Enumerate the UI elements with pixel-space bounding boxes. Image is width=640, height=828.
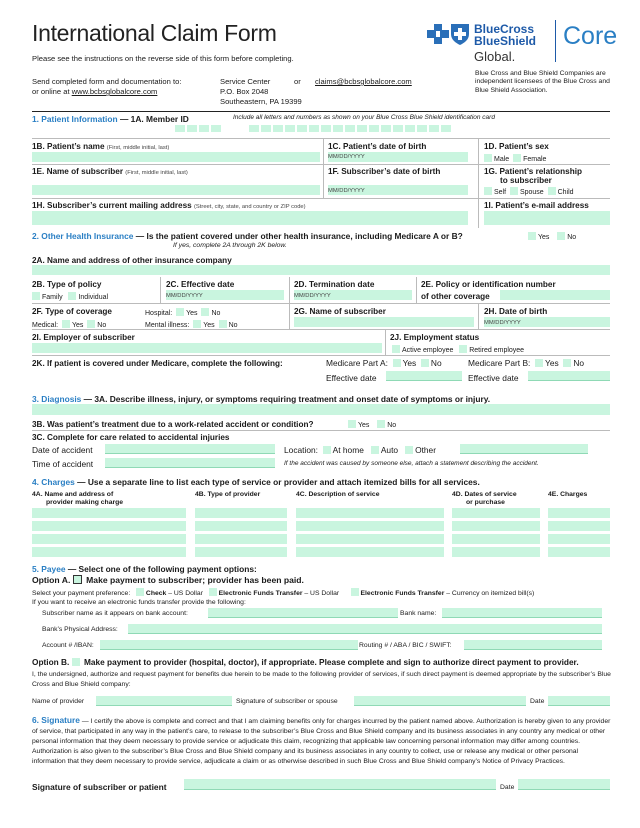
subscriber-dob-label: 1F. Subscriber’s date of birth	[328, 167, 441, 176]
no-label: No	[387, 422, 397, 429]
other-location-input[interactable]	[460, 444, 588, 454]
mental-yes[interactable]	[193, 320, 201, 328]
certification-text: — I certify the above is complete and correct and that I am claiming benefits only for charges incurred by the patient named above. Authorization is hereby given to any provider of service, that participated in any way in the patient’s care, to release to the subscriber’s Blue Cross and Blue Shield company and its business associates in any country any medical or other personal information that they deem necessary to provide service or adjudicate this claim, recognizing that applicable law concerning personal information may differ among countries. Authorization is also given to the subscriber’s Blue Cross and Blue Shield company and its business associates in any country to collect, use or release any medical or other personal information that they deem necessary to provide service, adjudicate a claim or as otherwise described in such Blue Cross and Blue Shield company’s Notice of Privacy Practices.	[32, 718, 611, 765]
part-a-eff-input[interactable]	[386, 371, 462, 381]
accident-location	[284, 445, 436, 455]
routing-label: Routing # / ABA / BIC / SWIFT:	[359, 642, 452, 649]
provider-name-label: Name of provider	[32, 698, 85, 705]
table-cell[interactable]	[296, 534, 444, 544]
patient-dob-format: MM/DD/YYYY	[328, 154, 365, 160]
section-5-heading	[32, 564, 257, 574]
individual-checkbox[interactable]	[68, 292, 76, 300]
part-a-yes[interactable]	[393, 359, 401, 367]
policy-type-options	[32, 292, 108, 301]
eft-usd-sub: – US Dollar	[304, 590, 340, 597]
bank-address-input[interactable]	[128, 624, 602, 634]
col-provider-type: 4B. Type of provider	[195, 491, 261, 498]
section-3-title: 3. Diagnosis	[32, 394, 82, 404]
charges-desc: — Use a separate line to list each type of service or provider and attach itemized bills for all services.	[77, 477, 480, 487]
section-2-heading	[32, 231, 463, 241]
mental-label: Mental illness:	[145, 322, 190, 329]
termination-date-label: 2D. Termination date	[294, 280, 375, 289]
mailing-address-label	[32, 201, 306, 210]
relationship-label-2: to subscriber	[500, 176, 552, 185]
signature-section	[32, 715, 612, 767]
retired-employee-label: Retired employee	[469, 347, 525, 354]
no-label: No	[430, 358, 442, 368]
payment-preference	[32, 588, 534, 597]
policy-type-label: 2B. Type of policy	[32, 280, 102, 289]
option-b	[32, 657, 579, 667]
section-3-heading	[32, 394, 490, 404]
table-cell[interactable]	[452, 534, 540, 544]
other-label: Other	[415, 445, 437, 455]
work-related-options	[348, 420, 396, 429]
grid-line	[32, 138, 610, 139]
divider	[32, 111, 610, 112]
at-home-checkbox[interactable]	[323, 446, 331, 454]
option-a-checkbox[interactable]	[73, 575, 82, 584]
grid-line	[478, 303, 479, 329]
insurance-company-label: 2A. Name and address of other insurance company	[32, 256, 232, 265]
table-cell[interactable]	[32, 521, 186, 531]
part-a-no[interactable]	[421, 359, 429, 367]
accident-time-input[interactable]	[105, 458, 275, 468]
table-cell[interactable]	[548, 521, 610, 531]
diagnosis-input[interactable]	[32, 404, 610, 415]
other-insurance-yes[interactable]	[528, 232, 536, 240]
grid-line	[32, 329, 610, 330]
subscriber-dob-format: MM/DD/YYYY	[328, 188, 365, 194]
work-related-label: 3B. Was patient’s treatment due to a work-related accident or condition?	[32, 420, 314, 429]
accident-date-label: Date of accident	[32, 445, 93, 455]
blue-shield-icon	[450, 22, 470, 46]
authorization-text: I, the undersigned, authorize and request payment for benefits due herein to be made to the following provider of services, if such direct payment is deemed appropriate by the subscriber’s Blue Cross and Blue Shield company:	[32, 671, 611, 688]
patient-signature-input[interactable]	[184, 779, 496, 790]
section-6-title: 6. Signature	[32, 715, 80, 725]
family-checkbox[interactable]	[32, 292, 40, 300]
grid-line	[32, 198, 610, 199]
effective-date-format: MM/DD/YYYY	[166, 293, 203, 299]
send-line-2	[32, 87, 157, 96]
account-iban-input[interactable]	[100, 640, 358, 650]
medical-yes[interactable]	[62, 320, 70, 328]
part-b-eff-label: Effective date	[468, 373, 519, 383]
note-1h: (Street, city, state, and country or ZIP code)	[194, 204, 306, 210]
bank-address-label: Bank’s Physical Address:	[42, 626, 118, 633]
diagnosis-label: — 3A. Describe illness, injury, or symptoms requiring treatment and onset date of symptoms or injury.	[83, 394, 491, 404]
email-link[interactable]: claims@bcbsglobalcore.com	[315, 77, 412, 86]
yes-label: Yes	[358, 422, 370, 429]
grid-line	[323, 138, 324, 198]
part-b-yes[interactable]	[535, 359, 543, 367]
medical-options	[32, 320, 106, 329]
option-b-text: Make payment to provider (hospital, doctor), if appropriate. Please complete and sign to authorize direct payment to provider.	[83, 657, 579, 667]
medicare-label: 2K. If patient is covered under Medicare, complete the following:	[32, 359, 283, 368]
employment-status-label: 2J. Employment status	[390, 333, 480, 342]
spouse-signature-label: Signature of subscriber or spouse	[236, 698, 338, 705]
work-related-yes[interactable]	[348, 420, 356, 428]
yes-label: Yes	[203, 322, 215, 329]
table-cell[interactable]	[32, 534, 186, 544]
other-insurance-question: — Is the patient covered under other health insurance, including Medicare A or B?	[135, 231, 463, 241]
eft-local-label: Electronic Funds Transfer	[360, 590, 445, 597]
location-label: Location:	[284, 445, 318, 455]
section-1-heading	[32, 114, 189, 124]
patient-sex-label: 1D. Patient’s sex	[484, 142, 549, 151]
auto-label: Auto	[380, 445, 399, 455]
accident-label: 3C. Complete for care related to accidental injuries	[32, 433, 230, 442]
provider-name-input[interactable]	[96, 696, 232, 706]
hospital-yes[interactable]	[176, 308, 184, 316]
table-cell[interactable]	[195, 534, 287, 544]
medicare-part-a	[326, 358, 442, 368]
employer-label: 2I. Employer of subscriber	[32, 333, 135, 342]
logo-core: Core	[563, 22, 618, 50]
insurance-company-input[interactable]	[32, 265, 610, 275]
yes-label: Yes	[545, 358, 559, 368]
check-sub: – US Dollar	[168, 590, 203, 597]
email-label: 1I. Patient’s e-mail address	[484, 201, 589, 210]
part-a-label: Medicare Part A:	[326, 358, 388, 368]
label-1h: 1H. Subscriber’s current mailing address	[32, 201, 192, 210]
spouse-label: Spouse	[519, 189, 544, 196]
option-a	[32, 575, 304, 585]
table-cell[interactable]	[32, 508, 186, 518]
patient-name-input[interactable]	[32, 152, 320, 162]
table-cell[interactable]	[195, 521, 287, 531]
eft-usd-checkbox[interactable]	[209, 588, 217, 596]
relationship-options	[484, 187, 574, 196]
no-label: No	[211, 310, 221, 317]
medicare-part-b	[468, 358, 584, 368]
employment-status-options	[392, 345, 524, 354]
grid-line	[32, 164, 610, 165]
grid-line	[385, 329, 386, 355]
termination-date-format: MM/DD/YYYY	[294, 293, 331, 299]
policy-number-label-1: 2E. Policy or identification number	[421, 280, 556, 289]
mental-no[interactable]	[219, 320, 227, 328]
table-cell[interactable]	[548, 508, 610, 518]
licensee-text: Blue Cross and Blue Shield Companies are independent licensees of the Blue Cross and Blue Shield Association.	[475, 70, 610, 94]
subscriber-name-label	[32, 167, 188, 176]
online-prefix: or online at	[32, 87, 72, 96]
label-1b: 1B. Patient’s name	[32, 142, 105, 151]
section-5-title: 5. Payee	[32, 564, 66, 574]
grid-line	[32, 430, 610, 431]
eft-local-sub: – Currency on itemized bill(s)	[446, 590, 535, 597]
subscriber-name-2g-input[interactable]	[294, 317, 474, 327]
active-employee-checkbox[interactable]	[392, 345, 400, 353]
table-cell[interactable]	[296, 521, 444, 531]
part-b-no[interactable]	[563, 359, 571, 367]
auto-checkbox[interactable]	[371, 446, 379, 454]
signature-date-label: Date	[500, 784, 515, 791]
female-label: Female	[523, 156, 547, 163]
subscriber-name-input[interactable]	[32, 185, 320, 195]
table-cell[interactable]	[32, 547, 186, 557]
section-1-title: 1. Patient Information	[32, 114, 118, 124]
section-4-heading	[32, 477, 480, 487]
individual-label: Individual	[78, 294, 109, 301]
note-1e: (First, middle initial, last)	[125, 170, 188, 176]
yes-label: Yes	[186, 310, 198, 317]
table-cell[interactable]	[452, 547, 540, 557]
section-4-title: 4. Charges	[32, 477, 75, 487]
table-cell[interactable]	[296, 547, 444, 557]
self-checkbox[interactable]	[484, 187, 492, 195]
account-iban-label: Account # /IBAN:	[42, 642, 94, 649]
blue-cross-icon	[426, 23, 450, 45]
table-cell[interactable]	[296, 508, 444, 518]
medical-label: Medical:	[32, 322, 59, 329]
no-label: No	[567, 234, 577, 241]
yes-label: Yes	[71, 322, 84, 329]
part-b-eff-input[interactable]	[528, 371, 610, 381]
yes-label: Yes	[538, 234, 550, 241]
col-d-line1: 4D. Dates of service	[452, 491, 517, 498]
address-or: or	[294, 77, 301, 86]
table-cell[interactable]	[548, 534, 610, 544]
address-line-1: Service Center	[220, 77, 271, 86]
label-1e: 1E. Name of subscriber	[32, 167, 124, 176]
family-label: Family	[42, 294, 63, 301]
payee-date-input[interactable]	[548, 696, 610, 706]
routing-input[interactable]	[464, 640, 602, 650]
if-yes-note: If yes, complete 2A through 2K below.	[173, 242, 287, 249]
eft-usd-label: Electronic Funds Transfer	[218, 590, 303, 597]
payee-desc: — Select one of the following payment options:	[67, 564, 257, 574]
medical-no[interactable]	[87, 320, 95, 328]
part-b-label: Medicare Part B:	[468, 358, 531, 368]
logo-bluecross: BlueCross	[474, 22, 535, 36]
option-b-checkbox[interactable]	[72, 658, 80, 666]
logo-global: Global.	[474, 49, 516, 64]
mailing-address-input[interactable]	[32, 211, 468, 225]
col-charges: 4E. Charges	[548, 491, 588, 498]
patient-dob-label: 1C. Patient’s date of birth	[328, 142, 427, 151]
col-a-line2: provider making charge	[46, 499, 124, 506]
policy-number-input[interactable]	[500, 290, 610, 300]
accident-note: If the accident was caused by someone else, attach a statement describing the accident.	[284, 460, 539, 467]
grid-line	[416, 277, 417, 303]
employer-input[interactable]	[32, 343, 382, 353]
policy-number-label-2: of other coverage	[421, 292, 490, 301]
bank-name-label: Bank name:	[400, 610, 437, 617]
pref-label: Select your payment preference:	[32, 590, 131, 597]
logo-divider	[555, 20, 556, 62]
grid-line	[478, 138, 479, 198]
other-insurance-no[interactable]	[557, 232, 565, 240]
logo-blueshield: BlueShield	[474, 34, 537, 48]
dob-2h-label: 2H. Date of birth	[484, 307, 548, 316]
part-a-eff-label: Effective date	[326, 373, 377, 383]
address-line-2: P.O. Box 2048	[220, 87, 269, 96]
grid-line	[32, 303, 610, 304]
other-checkbox[interactable]	[405, 446, 413, 454]
female-checkbox[interactable]	[513, 154, 521, 162]
patient-signature-label: Signature of subscriber or patient	[32, 782, 167, 792]
child-label: Child	[557, 189, 574, 196]
instructions-text: Please see the instructions on the reverse side of this form before completing.	[32, 54, 294, 63]
eft-local-checkbox[interactable]	[351, 588, 359, 596]
coverage-type-label: 2F. Type of coverage	[32, 307, 112, 316]
no-label: No	[228, 322, 238, 329]
yes-label: Yes	[402, 358, 417, 368]
grid-line	[32, 355, 610, 356]
email-input[interactable]	[484, 211, 610, 225]
website-link[interactable]: www.bcbsglobalcore.com	[71, 87, 158, 96]
member-id-label: — 1A. Member ID	[119, 114, 189, 124]
address-line-3: Southeastern, PA 19399	[220, 97, 302, 106]
hospital-no[interactable]	[201, 308, 209, 316]
col-d-line2: or purchase	[466, 499, 505, 506]
retired-employee-checkbox[interactable]	[459, 345, 467, 353]
accident-time-label: Time of accident	[32, 459, 94, 469]
other-insurance-options	[528, 232, 576, 241]
table-cell[interactable]	[195, 547, 287, 557]
mental-options	[145, 320, 238, 329]
table-cell[interactable]	[548, 547, 610, 557]
bank-account-name-label: Subscriber name as it appears on bank account:	[42, 610, 188, 617]
charges-table	[32, 508, 610, 562]
col-provider-name	[32, 491, 123, 507]
grid-line	[478, 198, 479, 228]
signature-date-input[interactable]	[518, 779, 610, 790]
col-service-dates	[452, 491, 517, 507]
grid-line	[160, 277, 161, 303]
table-cell[interactable]	[195, 508, 287, 518]
bank-name-input[interactable]	[442, 608, 602, 618]
at-home-label: At home	[332, 445, 364, 455]
self-label: Self	[494, 189, 507, 196]
subscriber-name-2g-label: 2G. Name of subscriber	[294, 307, 386, 316]
hospital-options	[145, 308, 220, 317]
male-label: Male	[494, 156, 510, 163]
eft-note: If you want to receive an electronic funds transfer provide the following:	[32, 599, 246, 606]
accident-date-input[interactable]	[105, 444, 275, 454]
check-checkbox[interactable]	[136, 588, 144, 596]
option-a-text: Make payment to subscriber; provider has been paid.	[86, 575, 304, 585]
relationship-label-1: 1G. Patient’s relationship	[484, 167, 582, 176]
spouse-checkbox[interactable]	[510, 187, 518, 195]
check-label: Check	[145, 590, 167, 597]
male-checkbox[interactable]	[484, 154, 492, 162]
spouse-signature-input[interactable]	[354, 696, 526, 706]
patient-sex-options	[484, 154, 546, 163]
grid-line	[289, 303, 290, 329]
effective-date-label: 2C. Effective date	[166, 280, 235, 289]
no-label: No	[573, 358, 585, 368]
child-checkbox[interactable]	[548, 187, 556, 195]
hospital-label: Hospital:	[145, 310, 173, 317]
table-cell[interactable]	[452, 508, 540, 518]
send-line-1: Send completed form and documentation to:	[32, 77, 182, 86]
grid-line	[289, 277, 290, 303]
option-a-label: Option A.	[32, 575, 71, 585]
option-b-label: Option B.	[32, 657, 70, 667]
member-id-input[interactable]	[175, 125, 455, 135]
bank-account-name-input[interactable]	[208, 608, 398, 618]
note-1b: (First, middle initial, last)	[106, 145, 170, 151]
patient-name-label	[32, 142, 169, 151]
dob-2h-format: MM/DD/YYYY	[484, 320, 521, 326]
work-related-no[interactable]	[377, 420, 385, 428]
col-a-line1: 4A. Name and address of	[32, 491, 114, 498]
page-title: International Claim Form	[32, 20, 277, 46]
table-cell[interactable]	[452, 521, 540, 531]
col-service-desc: 4C. Description of service	[296, 491, 380, 498]
member-id-note: Include all letters and numbers as shown on your Blue Cross Blue Shield identification card	[233, 114, 495, 121]
active-employee-label: Active employee	[402, 347, 454, 354]
no-label: No	[97, 322, 107, 329]
section-2-title: 2. Other Health Insurance	[32, 231, 134, 241]
payee-date-label: Date	[530, 698, 545, 705]
